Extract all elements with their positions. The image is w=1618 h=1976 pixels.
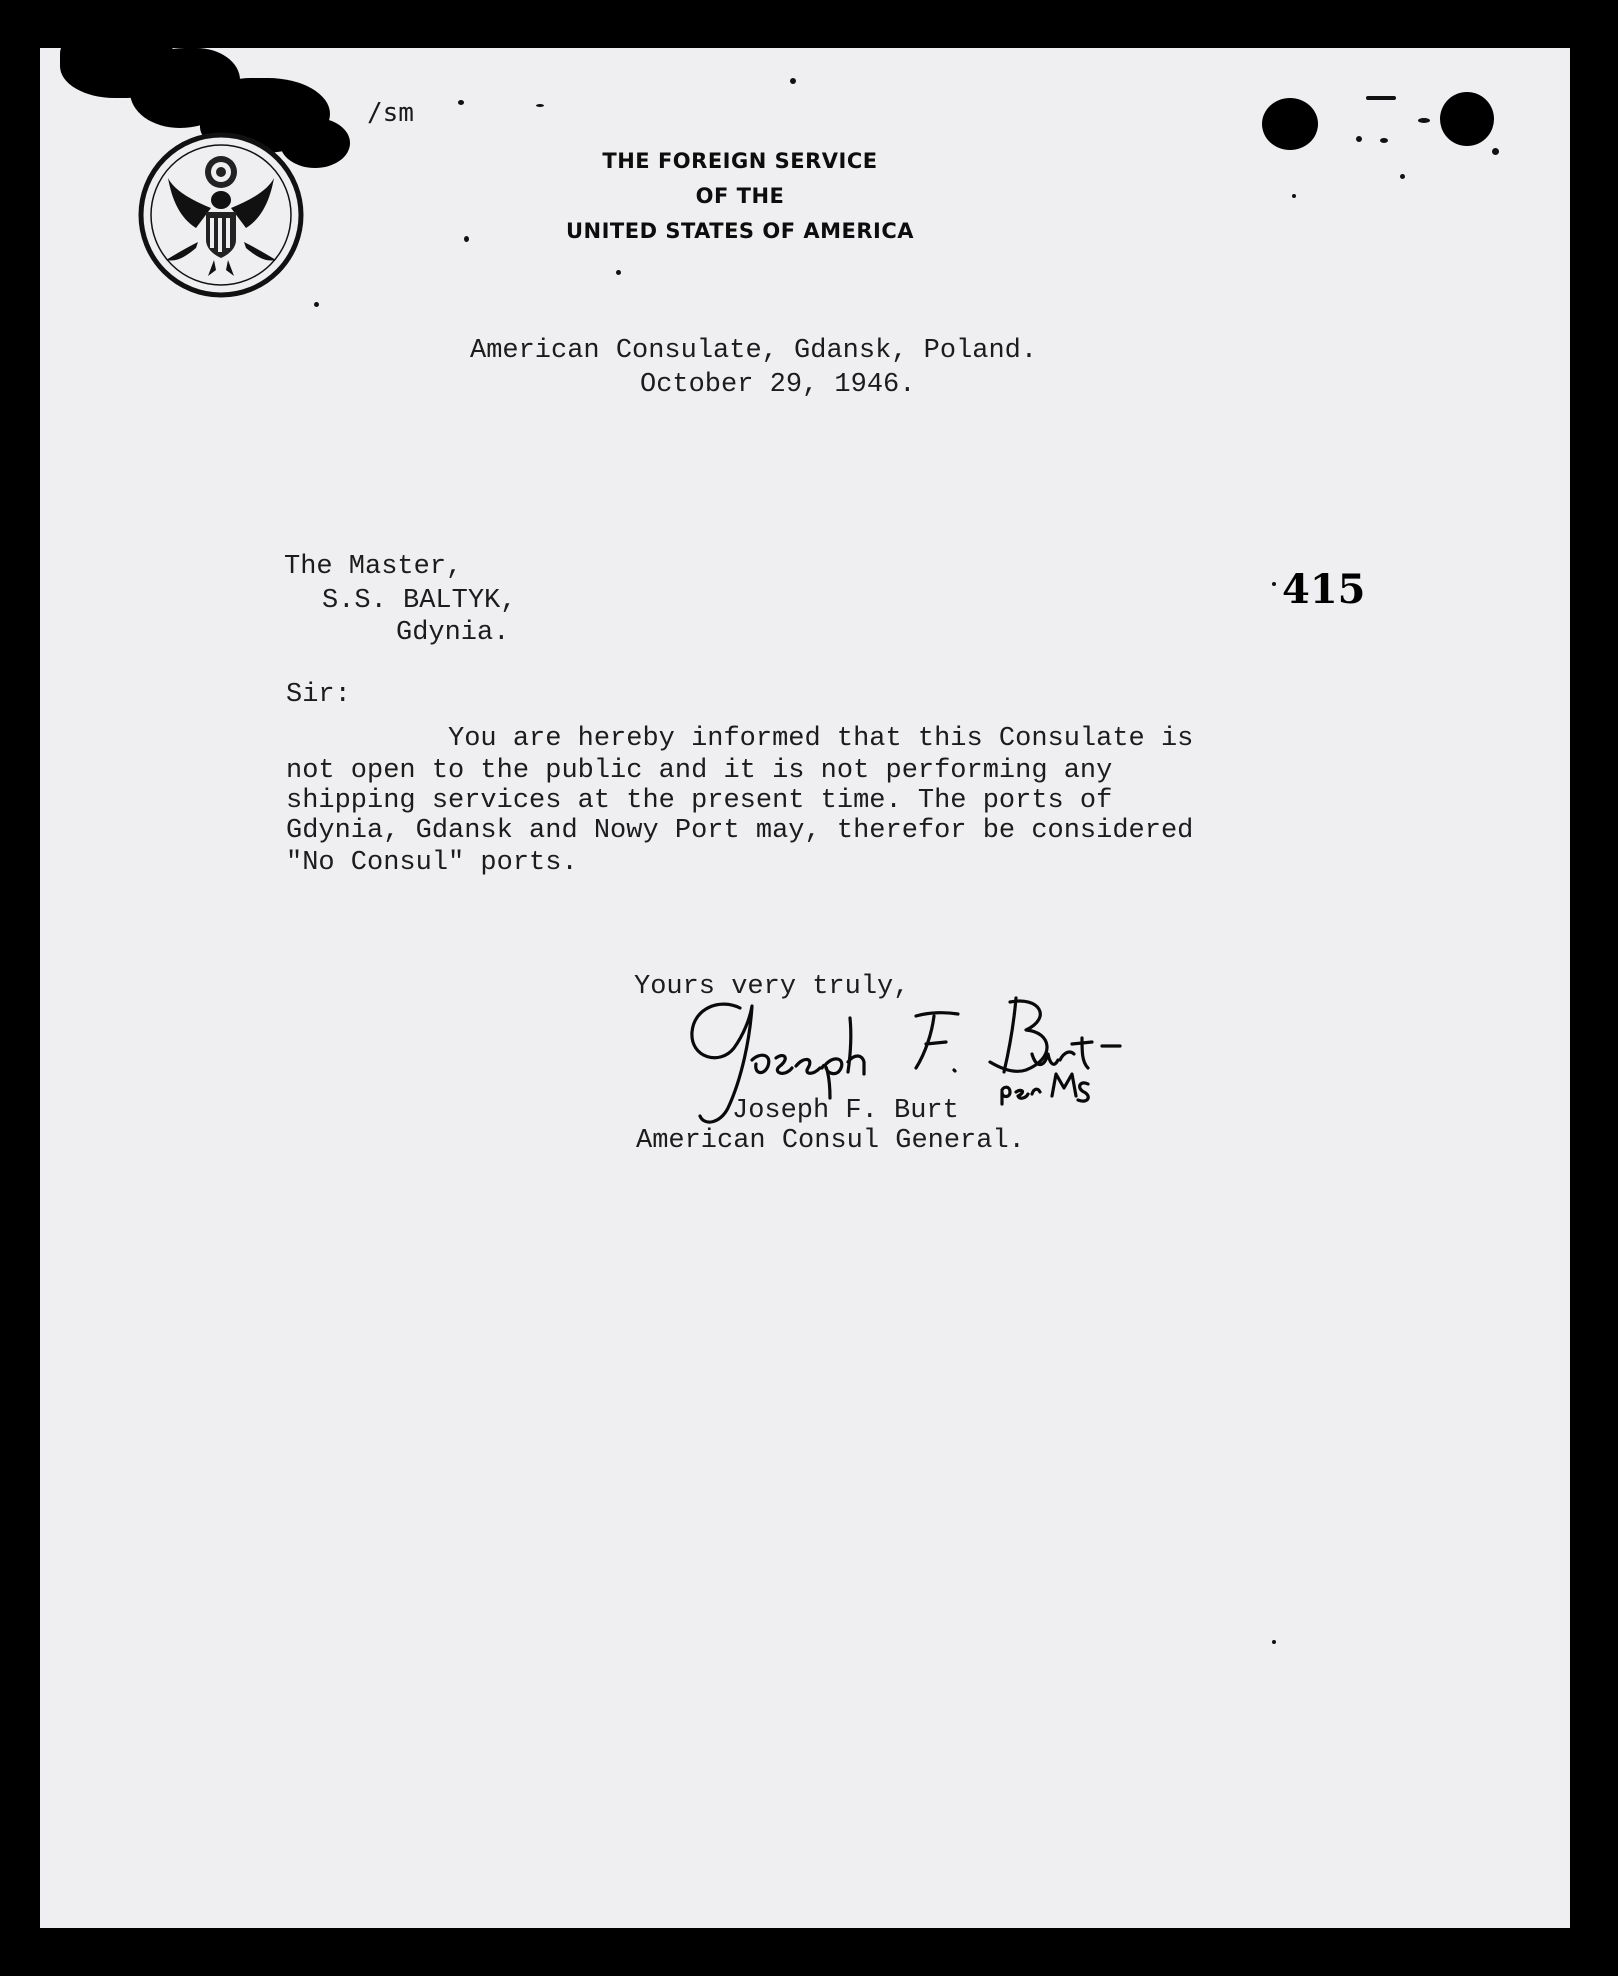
body-line-2: not open to the public and it is not performing any <box>286 756 1113 786</box>
speck <box>1366 96 1396 100</box>
speck <box>1418 118 1430 123</box>
addressee-line-2: S.S. BALTYK, <box>322 586 517 616</box>
speck <box>464 236 469 242</box>
punch-hole-left <box>1262 98 1318 150</box>
sender-location: American Consulate, Gdansk, Poland. <box>470 336 1038 366</box>
addressee-line-1: The Master, <box>284 552 463 582</box>
speck <box>1272 582 1276 586</box>
speck <box>1356 136 1362 142</box>
speck <box>536 104 544 107</box>
closing: Yours very truly, <box>634 972 910 1002</box>
signer-title: American Consul General. <box>636 1126 1025 1156</box>
letter-date: October 29, 1946. <box>640 370 916 400</box>
addressee-line-3: Gdynia. <box>396 618 510 648</box>
speck <box>1492 148 1499 155</box>
speck <box>1272 1640 1276 1644</box>
signer-name: Joseph F. Burt <box>732 1096 959 1126</box>
speck <box>1380 138 1388 143</box>
salutation: Sir: <box>286 680 351 710</box>
speck <box>1400 174 1405 179</box>
letter-page <box>40 48 1570 1928</box>
speck <box>458 100 464 105</box>
speck <box>790 78 796 84</box>
letterhead <box>510 144 970 249</box>
letterhead-line-1: THE FOREIGN SERVICE <box>602 149 878 173</box>
reference-initials: /sm <box>367 98 414 128</box>
letterhead-line-2: OF THE <box>695 184 785 208</box>
speck <box>616 270 621 275</box>
speck <box>314 302 319 307</box>
punch-hole-right <box>1440 92 1494 146</box>
body-line-1: You are hereby informed that this Consulate is <box>286 724 1194 754</box>
letterhead-line-3: UNITED STATES OF AMERICA <box>565 219 915 243</box>
body-line-3: shipping services at the present time. The ports of <box>286 786 1113 816</box>
great-seal-emblem <box>136 130 306 300</box>
body-line-5: "No Consul" ports. <box>286 848 578 878</box>
body-line-4: Gdynia, Gdansk and Nowy Port may, therefor be considered <box>286 816 1194 846</box>
speck <box>1292 194 1296 198</box>
page-number: 415 <box>1282 566 1366 613</box>
